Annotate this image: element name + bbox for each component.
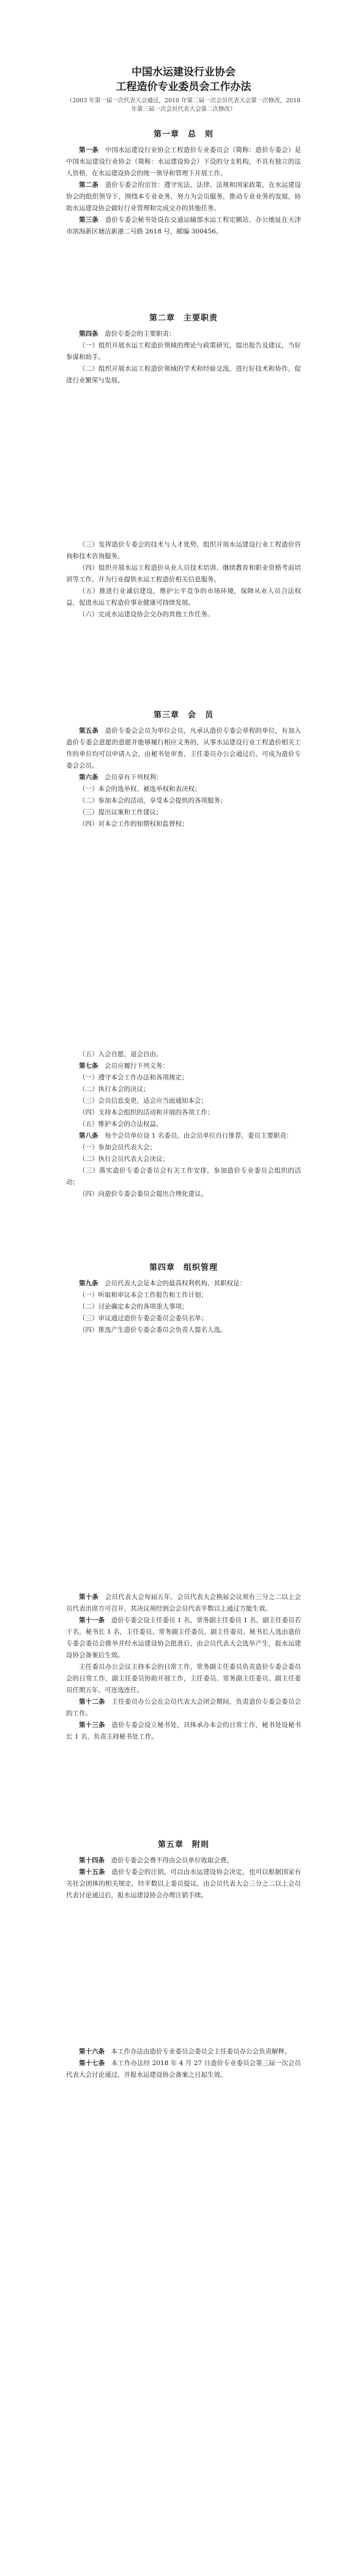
article-number: 第二条 [79,181,99,189]
article-number: 第七条 [79,1062,98,1070]
article-number: 第十六条 [79,2048,105,2055]
chapter-heading: 第二章 主要职责 [149,314,218,323]
article-text: 造价专委会的宗旨：遵守宪法、法律、法规和国家政策，在水运建设协会的组织领导下，围绕本专业业务，努力为会员服务，推动专业业务的发展，协助水运建设协会做好行业管理和完成交办的其他任务。 [66,181,302,212]
document-title: 工程造价专业委员会工作办法 [116,81,251,93]
article-5 [66,725,301,772]
article-text: 每个会员单位设 1 名委员，由会员单位自行推荐，委员主要职责： [105,1132,293,1139]
right-item: （一）本会的选举权、被选举权和表决权； [79,785,201,793]
article-12 [66,1696,301,1720]
article-number: 第五条 [79,727,99,735]
obligation-item: （五）维护本会的合法权益。 [79,1120,163,1128]
chapter-4-continued [66,1592,301,1743]
chapter-heading: 第一章 总 则 [153,130,214,139]
article-number: 第八条 [79,1132,98,1139]
chapter-3 [66,703,301,830]
article-text: 造价专委会的注销，可以由水运建设协会决定，也可以根据国家有关社会团体的相关规定，经半数以上委员提议，由会员代表大会三分之二以上会员代表讨论通过后，报水运建设协会办理注销手续。 [66,1868,302,1899]
chapter-5 [66,1833,301,1902]
article-text: 造价专委会设主任委员 1 名，常务副主任委员 1 名，副主任委员若干名，秘书长 1 名，主任委员、常务副主任委员、副主任委员、秘书长人选由造价专委会委员会推举并经水运建设协会批准后，由会员代表大会选举产生，报水运建设协会备案后生效。 [66,1617,302,1659]
article-10 [66,1592,301,1615]
article-number: 第九条 [79,1280,98,1287]
article-text: 会员应履行下列义务： [105,1062,169,1070]
revision-note: （2003 年第一届一次代表大会通过，2010 年第二届一次会员代表大会第一次修改，2018 年第三届一次会员代表大会第二次修改） [66,97,301,113]
article-text: 造价专委会的主要职责： [105,330,176,338]
chapter-heading: 第四章 组织管理 [149,1263,218,1272]
org-title: 中国水运建设行业协会 [132,66,236,78]
article-8 [66,1130,301,1142]
article-number: 第十二条 [79,1698,105,1705]
obligation-item: （三）会员信息变更，适会应当面通知本会； [79,1097,207,1105]
article-1 [66,145,301,179]
duty-item: （一）组织开展水运工程造价领域的理论与政策研究，提出报告及建议，当好参谋和助手。 [66,342,301,361]
power-item: （四）推选产生造价专委会委员会负责人提名人选。 [79,1326,227,1334]
article-17 [66,2058,301,2081]
chapter-1 [66,123,301,238]
article-text: 会员代表大会是本会的最高权利机构，其职权是： [105,1280,246,1287]
article-text: 会员享有下列权利： [105,774,163,781]
member-duty-item: （四）向造价专委会委员会提出合理化建议。 [79,1190,207,1198]
duty-item: （六）完成水运建设协会交办的其他工作任务。 [79,611,214,618]
article-text: 本工作办法经 2018 年 4 月 27 日造价专业委员会第三届一次会员代表大会讨论通过，并报水运建设协会备案之日起生效。 [66,2060,302,2079]
article-6 [66,772,301,784]
right-item: （四）对本会工作的知情权和监督权； [79,820,188,828]
member-duty-item: （一）参加会员代表大会； [79,1144,156,1151]
article-11-paragraph-2: 主任委员办公会议主持本会的日常工作，常务副主任委员负责造价专委会委员会的日常工作，副主任委员协助开展工作，主任委员、常务副主任委员、副主任委员任期五年，可连选连任。 [66,1663,301,1694]
article-11 [66,1615,301,1661]
duty-item: （四）组织开展水运工程造价从业人员技术培训、继续教育和职业资格考前培训等工作，并为行业提供水运工程造价相关信息服务。 [66,564,301,583]
right-item: （三）提出议案和工作建议； [79,809,163,816]
chapter-4 [66,1256,301,1336]
article-text: 造价专委会会员为单位会员，凡承认造价专委会章程的单位，有加入造价专委会意愿的意愿并能够履行相应义务的，从事水运建设行业工程造价相关工作的单位均可以申请入会，由秘书处审查，主任委员办公会通过后，可成为造价专委会会员。 [66,727,302,769]
article-number: 第一条 [79,146,99,154]
article-number: 第十五条 [79,1868,105,1876]
article-number: 第三条 [79,216,99,224]
article-number: 第十七条 [79,2060,105,2067]
article-text: 中国水运建设行业协会工程造价专业委员会（简称：造价专委会）是中国水运建设行业协会（简称：水运建设协会）下设的分支机构，不具有独立的法人资格，在水运建设协会的统一领导和管理下开展工作。 [66,146,302,177]
article-16 [66,2046,301,2058]
power-item: （三）审议通过造价专委会委员会委员名单； [79,1315,207,1322]
article-number: 第十条 [79,1593,99,1601]
article-text: 造价专委会会费不得由会员单位收取会费。 [111,1857,233,1864]
obligation-item: （四）支持本会组织的活动和开展的各项工作； [79,1109,214,1116]
article-number: 第十三条 [79,1721,105,1729]
power-item: （二）讨论确定本会的各项重大事项； [79,1303,188,1310]
article-text: 造价专委会设立秘书处，具体承办本会的日常工作，秘书处设秘书长 1 名，负责主持秘书处工作。 [66,1721,302,1740]
article-number: 第十一条 [79,1617,105,1624]
chapter-2 [66,306,301,387]
obligation-item: （一）遵守本会工作办法和各项规定； [79,1074,188,1081]
article-number: 第六条 [79,774,98,781]
right-item: （五）入会自愿，退会自由。 [79,1051,163,1058]
article-14 [66,1855,301,1867]
article-3 [66,214,301,238]
duty-item: （五）推进行业诚信建设，维护公平竞争的市场环境，保障从业人员合法权益，促进水运工程造价事业健康可持续发展。 [66,587,301,606]
article-text: 本工作办法由造价专业委员会委员会主任委员办公会负责解释。 [111,2048,291,2055]
duty-item: （三）发挥造价专委会的技术与人才优势，组织开展水运建设行业工程造价咨询和技术咨询服务。 [66,541,301,560]
chapter-3-continued [66,1049,301,1200]
power-item: （一）听取和审议本会工作报告和工作计划； [79,1291,207,1299]
article-text: 造价专委会秘书处设在交通运输部水运工程定额站，办公地址在天津市滨海新区塘沽新港二号路 2618 号，邮编 300456。 [66,216,302,235]
article-7 [66,1060,301,1072]
article-2 [66,179,301,214]
member-duty-item: （二）执行会员代表大会决议； [79,1155,169,1163]
duty-item: （二）组织开展水运工程造价领域的学术和经验交流，进行好技术和协作，促进行业繁荣与发展。 [66,365,301,384]
article-4 [66,328,301,340]
article-15 [66,1867,301,1902]
article-9 [66,1278,301,1290]
chapter-heading: 第五章 附则 [157,1840,209,1849]
article-text: 主任委员办公会在会员代表大会闭会期间，负责造价专委会委员会的工作。 [66,1698,302,1717]
article-number: 第十四条 [79,1857,105,1864]
article-13 [66,1720,301,1743]
obligation-item: （二）执行本会的决议； [79,1086,150,1093]
article-text: 会员代表大会每届五年，会员代表大会换届会议须有三分之二以上会员代表出席方可召开，其决议须经到会会员代表半数以上通过方能生效。 [66,1593,302,1612]
right-item: （二）参加本会的活动，享受本会提供的各项服务； [79,797,227,804]
chapter-2-continued [66,539,301,621]
chapter-heading: 第三章 会 员 [153,711,214,720]
document-header [66,65,301,114]
chapter-5-continued [66,2046,301,2081]
article-number: 第四条 [79,330,98,338]
member-duty-item: （三）落实造价专委会委员会有关工作安排，参加造价专业委员会组织的活动； [66,1167,301,1186]
